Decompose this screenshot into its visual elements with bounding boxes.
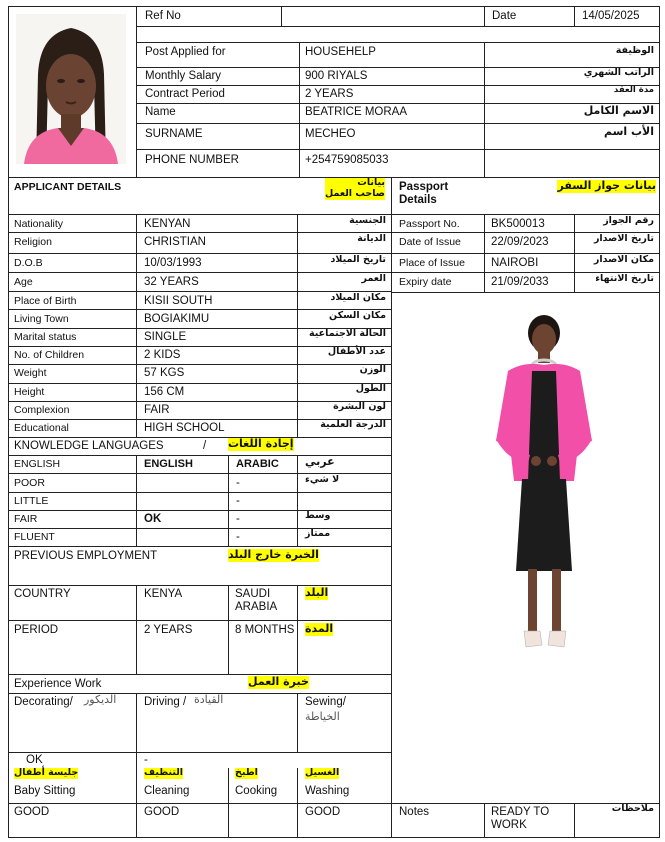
experience-title-ar: خبرة العمل xyxy=(248,675,309,688)
applicant-row-label: Living Town xyxy=(14,313,69,325)
passport-details-title: Passport Details xyxy=(399,181,449,207)
passport-row-label: Expiry date xyxy=(399,276,452,288)
period-ar: المدة xyxy=(305,622,334,635)
applicant-row-label: Age xyxy=(14,276,33,288)
employment-title: PREVIOUS EMPLOYMENT xyxy=(14,550,158,562)
language-level-ar: ممتاز xyxy=(305,528,331,539)
applicant-row-value: 10/03/1993 xyxy=(144,257,202,269)
post-ar: الوظيفة xyxy=(615,45,654,56)
decorating-label: Decorating/ xyxy=(14,696,73,708)
phone-value: +254759085033 xyxy=(305,154,389,166)
period-2: 8 MONTHS xyxy=(235,624,295,636)
applicant-row-ar: الطول xyxy=(355,383,386,394)
applicant-full-body-photo xyxy=(468,311,618,656)
passport-row-value: NAIROBI xyxy=(491,257,539,269)
applicant-row-ar: مكان الميلاد xyxy=(330,292,386,303)
applicant-row-value: SINGLE xyxy=(144,331,187,343)
applicant-row-label: Marital status xyxy=(14,331,77,343)
application-form xyxy=(8,6,660,838)
passport-row-value: BK500013 xyxy=(491,218,545,230)
sewing-label: Sewing/ xyxy=(305,696,346,708)
post-value: HOUSEHELP xyxy=(305,46,376,58)
applicant-row-value: KISII SOUTH xyxy=(144,295,213,307)
skill-ar: اطبخ xyxy=(235,767,258,778)
employment-title-ar: الخبرة خارج البلد xyxy=(228,548,319,561)
applicant-row-value: CHRISTIAN xyxy=(144,236,206,248)
applicant-row-ar: عدد الأطفال xyxy=(327,346,386,357)
applicant-row-label: Nationality xyxy=(14,218,64,230)
applicant-row-label: No. of Children xyxy=(14,349,85,361)
skill-label: Baby Sitting xyxy=(14,785,76,797)
applicant-row-ar: الدرجة العلمية xyxy=(320,419,386,430)
name-value: BEATRICE MORAA xyxy=(305,106,408,118)
applicant-photo xyxy=(16,14,126,164)
passport-row-value: 21/09/2033 xyxy=(491,276,549,288)
applicant-row-ar: لون البشرة xyxy=(333,401,386,412)
driving-label: Driving / xyxy=(144,696,187,708)
passport-row-ar: رقم الجواز xyxy=(603,215,654,226)
languages-title: KNOWLEDGE LANGUAGES xyxy=(14,440,164,452)
country-1: KENYA xyxy=(144,588,183,600)
language-level-ar: وسط xyxy=(305,510,331,521)
applicant-row-value: KENYAN xyxy=(144,218,191,230)
passport-row-value: 22/09/2023 xyxy=(491,236,549,248)
date-value: 14/05/2025 xyxy=(582,10,640,22)
passport-row-label: Date of Issue xyxy=(399,236,461,248)
notes-label: Notes xyxy=(399,806,430,818)
notes-value: READY TO WORK xyxy=(491,806,550,832)
language-level-label: POOR xyxy=(14,477,45,489)
driving-rating: - xyxy=(144,754,148,766)
language-level-ar: لا شيء xyxy=(305,474,340,485)
language-arabic-value: - xyxy=(236,495,240,507)
skill-ar: التنظيف xyxy=(144,767,184,778)
skill-ar: جليسة أطفال xyxy=(14,767,79,778)
applicant-row-ar: الجنسية xyxy=(349,215,386,226)
surname-label: SURNAME xyxy=(145,128,203,140)
applicant-row-value: HIGH SCHOOL xyxy=(144,422,225,434)
salary-ar: الراتب الشهري xyxy=(583,67,654,78)
passport-row-ar: مكان الاصدار xyxy=(593,254,654,265)
applicant-row-ar: تاريخ الميلاد xyxy=(330,254,386,265)
passport-row-label: Place of Issue xyxy=(399,257,465,269)
passport-row-ar: تاريخ الاصدار xyxy=(593,233,654,244)
applicant-row-label: Educational xyxy=(14,422,69,434)
skill-rating: GOOD xyxy=(144,806,180,818)
applicant-row-ar: مكان السكن xyxy=(329,310,386,321)
skill-ar: الغسيل xyxy=(305,767,340,778)
surname-ar: الأب اسم xyxy=(603,125,654,138)
experience-title: Experience Work xyxy=(14,678,102,690)
applicant-row-value: 2 KIDS xyxy=(144,349,181,361)
applicant-row-ar: الديانة xyxy=(357,233,386,244)
phone-label: PHONE NUMBER xyxy=(145,154,239,166)
skill-label: Cooking xyxy=(235,785,278,797)
lang-head-english: ENGLISH xyxy=(144,458,193,470)
name-ar: الاسم الكامل xyxy=(583,104,654,117)
language-level-label: FAIR xyxy=(14,513,38,525)
passport-row-ar: تاريخ الانتهاء xyxy=(595,273,654,284)
applicant-details-title: APPLICANT DETAILS xyxy=(14,181,122,193)
decorating-ar: الديكور xyxy=(84,693,117,706)
salary-label: Monthly Salary xyxy=(145,70,222,82)
languages-slash: / xyxy=(203,440,207,452)
language-english-value: OK xyxy=(144,513,162,525)
language-arabic-value: - xyxy=(236,531,240,543)
date-label: Date xyxy=(492,10,517,22)
name-label: Name xyxy=(145,106,176,118)
applicant-row-label: Weight xyxy=(14,367,47,379)
contract-label: Contract Period xyxy=(145,88,225,100)
surname-value: MECHEO xyxy=(305,128,356,140)
period-label: PERIOD xyxy=(14,624,59,636)
salary-value: 900 RIYALS xyxy=(305,70,368,82)
skill-label: Cleaning xyxy=(144,785,190,797)
applicant-details-title-ar: بيانات صاحب العمل xyxy=(325,177,385,199)
applicant-row-ar: الحالة الاجتماعية xyxy=(309,328,386,339)
period-1: 2 YEARS xyxy=(144,624,193,636)
applicant-row-label: Religion xyxy=(14,236,52,248)
applicant-row-value: 57 KGS xyxy=(144,367,185,379)
applicant-row-label: Place of Birth xyxy=(14,295,77,307)
lang-head-arabic: ARABIC xyxy=(236,458,279,470)
language-arabic-value: - xyxy=(236,477,240,489)
applicant-row-ar: الوزن xyxy=(359,364,386,375)
sewing-ar: الخياطة xyxy=(305,710,340,723)
skill-label: Washing xyxy=(305,785,350,797)
language-level-label: LITTLE xyxy=(14,495,49,507)
applicant-row-value: 156 CM xyxy=(144,386,185,398)
driving-ar: القيادة xyxy=(194,693,224,706)
applicant-row-value: 32 YEARS xyxy=(144,276,199,288)
language-arabic-value: - xyxy=(236,513,240,525)
contract-value: 2 YEARS xyxy=(305,88,354,100)
applicant-row-label: Height xyxy=(14,386,45,398)
applicant-row-label: Complexion xyxy=(14,404,70,416)
decorating-rating: OK xyxy=(26,754,43,766)
contract-ar: مدة العقد xyxy=(613,85,654,95)
lang-head-label: ENGLISH xyxy=(14,458,61,470)
applicant-row-value: FAIR xyxy=(144,404,170,416)
lang-head-ar: عربي xyxy=(305,455,335,468)
passport-details-title-ar: بيانات جواز السفر xyxy=(557,179,656,192)
languages-title-ar: إجادة اللغات xyxy=(228,437,294,450)
skill-rating: GOOD xyxy=(305,806,341,818)
country-ar: البلد xyxy=(305,586,329,599)
applicant-row-label: D.O.B xyxy=(14,257,43,269)
applicant-row-value: BOGIAKIMU xyxy=(144,313,210,325)
language-level-label: FLUENT xyxy=(14,531,55,543)
country-label: COUNTRY xyxy=(14,588,71,600)
country-2: SAUDI ARABIA xyxy=(235,588,278,614)
post-label: Post Applied for xyxy=(145,46,226,58)
passport-row-label: Passport No. xyxy=(399,218,460,230)
ref-no-label: Ref No xyxy=(145,10,181,22)
applicant-row-ar: العمر xyxy=(361,273,386,284)
notes-ar: ملاحظات xyxy=(611,803,654,814)
skill-rating: GOOD xyxy=(14,806,50,818)
